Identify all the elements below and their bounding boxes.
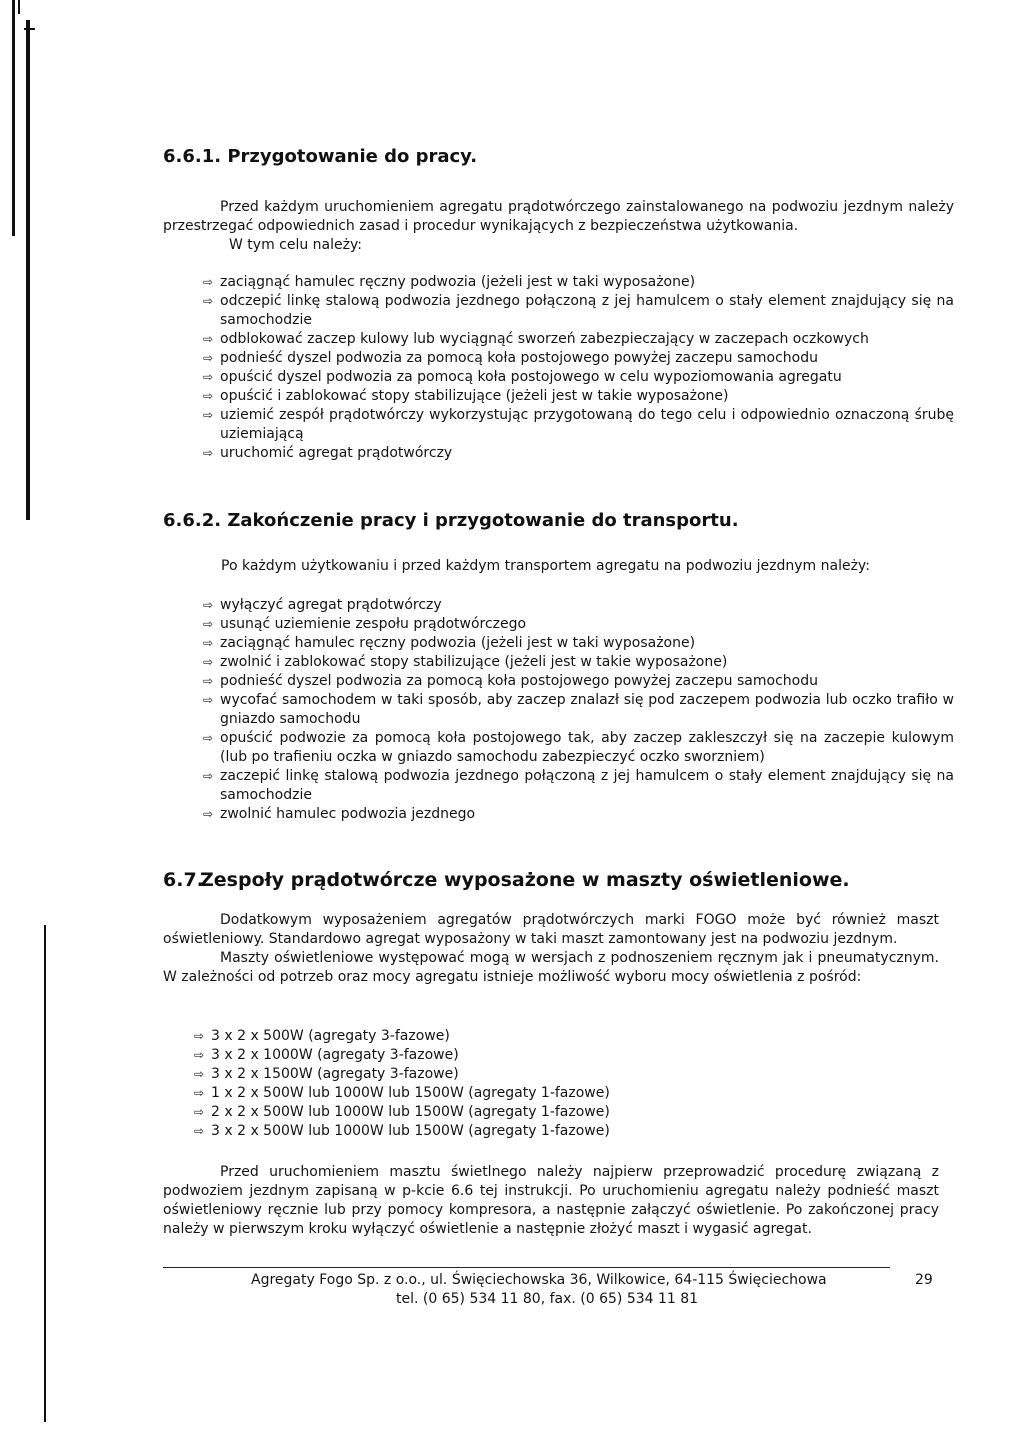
procedure-list-6-6-1: [203, 273, 954, 463]
list-item-text: zwolnić i zablokować stopy stabilizujące (jeżeli jest w takie wyposażone): [220, 654, 728, 670]
arrow-bullet-icon: ⇨: [194, 1029, 205, 1043]
list-item-text: uruchomić agregat prądotwórczy: [220, 445, 453, 461]
list-item: [194, 1027, 894, 1046]
list-item-text: uziemić zespół prądotwórczy wykorzystując przygotowaną do tego celu i odpowiednio oznaczoną śrubę uziemiającą: [220, 407, 954, 442]
list-item: [203, 330, 954, 349]
section-heading-6-6-2: 6.6.2. Zakończenie pracy i przygotowanie do transportu.: [163, 510, 739, 531]
list-item-text: zaciągnąć hamulec ręczny podwozia (jeżeli jest w taki wyposażone): [220, 635, 696, 651]
arrow-bullet-icon: ⇨: [203, 731, 214, 745]
list-item: [203, 672, 954, 691]
section-heading-6-7: [163, 869, 850, 891]
list-item: [203, 691, 954, 729]
arrow-bullet-icon: ⇨: [203, 636, 214, 650]
footer-contact: tel. (0 65) 534 11 80, fax. (0 65) 534 11 81: [396, 1291, 699, 1307]
paragraph-6-7-versions: Maszty oświetleniowe występować mogą w wersjach z podnoszeniem ręcznym jak i pneumatycznym. W zależności od potrzeb oraz mocy agregatu istnieje możliwość wyboru mocy oświetlenia z pośród:: [163, 950, 939, 985]
list-item: [203, 729, 954, 767]
list-item: [194, 1046, 894, 1065]
arrow-bullet-icon: ⇨: [203, 674, 214, 688]
arrow-bullet-icon: ⇨: [203, 370, 214, 384]
list-item-text: wyłączyć agregat prądotwórczy: [220, 597, 442, 613]
list-item-text: zwolnić hamulec podwozia jezdnego: [220, 806, 476, 822]
section-heading-6-6-1: 6.6.1. Przygotowanie do pracy.: [163, 146, 478, 167]
list-item: [203, 653, 954, 672]
list-item: [203, 292, 954, 330]
list-item: [203, 596, 954, 615]
list-item-text: opuścić i zablokować stopy stabilizujące (jeżeli jest w takie wyposażone): [220, 388, 729, 404]
paragraph-intro-6-6-1: Przed każdym uruchomieniem agregatu prądotwórczego zainstalowanego na podwoziu jezdnym należy przestrzegać odpowiednich zasad i procedur wynikających z bezpieczeństwa użytkowania.: [163, 199, 954, 234]
list-item-text: 3 x 2 x 500W (agregaty 3-fazowe): [211, 1028, 450, 1044]
list-item-text: podnieść dyszel podwozia za pomocą koła postojowego powyżej zaczepu samochodu: [220, 673, 818, 689]
list-item: [194, 1103, 894, 1122]
list-item: [203, 387, 954, 406]
arrow-bullet-icon: ⇨: [203, 389, 214, 403]
list-item-text: usunąć uziemienie zespołu prądotwórczego: [220, 616, 527, 632]
page-number: 29: [915, 1272, 933, 1288]
list-item: [203, 767, 954, 805]
paragraph-6-7-procedure: Przed uruchomieniem masztu świetlnego należy najpierw przeprowadzić procedurę związaną z podwoziem jezdnym zapisaną w p-kcie 6.6 tej instrukcji. Po uruchomieniu agregatu należy podnieść maszt oświetleniowy ręcznie lub przy pomocy kompresora, a następnie załączyć oświetlenie. Po zakończonej pracy należy w pierwszym kroku wyłączyć oświetlenie a następnie złożyć maszt i wygasić agregat.: [163, 1164, 939, 1237]
list-item: [203, 406, 954, 444]
arrow-bullet-icon: ⇨: [203, 408, 214, 422]
arrow-bullet-icon: ⇨: [203, 617, 214, 631]
list-item-text: wycofać samochodem w taki sposób, aby zaczep znalazł się pod zaczepem podwozia lub oczko trafiło w gniazdo samochodu: [220, 692, 954, 727]
list-item: [203, 368, 954, 387]
list-item-text: 1 x 2 x 500W lub 1000W lub 1500W (agregaty 1-fazowe): [211, 1085, 610, 1101]
list-item: [194, 1122, 894, 1141]
list-item: [203, 805, 954, 824]
list-item-text: 2 x 2 x 500W lub 1000W lub 1500W (agregaty 1-fazowe): [211, 1104, 610, 1120]
list-item-text: opuścić dyszel podwozia za pomocą koła postojowego w celu wypoziomowania agregatu: [220, 369, 842, 385]
arrow-bullet-icon: ⇨: [203, 294, 214, 308]
list-item-text: zaciągnąć hamulec ręczny podwozia (jeżeli jest w taki wyposażone): [220, 274, 696, 290]
arrow-bullet-icon: ⇨: [194, 1105, 205, 1119]
arrow-bullet-icon: ⇨: [203, 446, 214, 460]
footer-divider: [163, 1267, 890, 1268]
list-item: [194, 1084, 894, 1103]
arrow-bullet-icon: ⇨: [194, 1086, 205, 1100]
list-item: [203, 444, 954, 463]
arrow-bullet-icon: ⇨: [194, 1124, 205, 1138]
lighting-power-options-list: [194, 1027, 894, 1141]
list-item-text: odblokować zaczep kulowy lub wyciągnąć sworzeń zabezpieczający w zaczepach oczkowych: [220, 331, 869, 347]
arrow-bullet-icon: ⇨: [203, 598, 214, 612]
list-item: [194, 1065, 894, 1084]
list-item: [203, 634, 954, 653]
section-number: 6.7.: [163, 869, 204, 891]
list-item-text: 3 x 2 x 1000W (agregaty 3-fazowe): [211, 1047, 459, 1063]
list-item-text: zaczepić linkę stalową podwozia jezdnego połączoną z jej hamulcem o stały element znajdujący się na samochodzie: [220, 768, 954, 803]
arrow-bullet-icon: ⇨: [203, 655, 214, 669]
list-item-text: podnieść dyszel podwozia za pomocą koła postojowego powyżej zaczepu samochodu: [220, 350, 818, 366]
list-item-text: 3 x 2 x 1500W (agregaty 3-fazowe): [211, 1066, 459, 1082]
paragraph-intro-6-6-2: Po każdym użytkowaniu i przed każdym transportem agregatu na podwoziu jezdnym należy:: [221, 558, 870, 574]
arrow-bullet-icon: ⇨: [203, 807, 214, 821]
arrow-bullet-icon: ⇨: [203, 769, 214, 783]
footer-company-address: Agregaty Fogo Sp. z o.o., ul. Święciechowska 36, Wilkowice, 64-115 Święciechowa: [251, 1272, 827, 1288]
list-item-text: odczepić linkę stalową podwozia jezdnego połączoną z jej hamulcem o stały element znajdujący się na samochodzie: [220, 293, 954, 328]
arrow-bullet-icon: ⇨: [203, 351, 214, 365]
arrow-bullet-icon: ⇨: [203, 275, 214, 289]
list-item-text: 3 x 2 x 500W lub 1000W lub 1500W (agregaty 1-fazowe): [211, 1123, 610, 1139]
list-item: [203, 615, 954, 634]
arrow-bullet-icon: ⇨: [194, 1048, 205, 1062]
paragraph-6-7-equipment: Dodatkowym wyposażeniem agregatów prądotwórczych marki FOGO może być również maszt oświetleniowy. Standardowo agregat wyposażony w taki maszt zamontowany jest na podwoziu jezdnym.: [163, 912, 939, 947]
arrow-bullet-icon: ⇨: [203, 332, 214, 346]
list-item: [203, 349, 954, 368]
arrow-bullet-icon: ⇨: [203, 693, 214, 707]
procedure-list-6-6-2: [203, 596, 954, 824]
arrow-bullet-icon: ⇨: [194, 1067, 205, 1081]
paragraph-lead-6-6-1: W tym celu należy:: [229, 237, 362, 253]
list-item: [203, 273, 954, 292]
section-title: Zespoły prądotwórcze wyposażone w maszty oświetleniowe.: [200, 869, 850, 891]
list-item-text: opuścić podwozie za pomocą koła postojowego tak, aby zaczep zakleszczył się na zaczepie kulowym (lub po trafieniu oczka w gniazdo samochodu zabezpieczyć oczko sworzniem): [220, 730, 954, 765]
